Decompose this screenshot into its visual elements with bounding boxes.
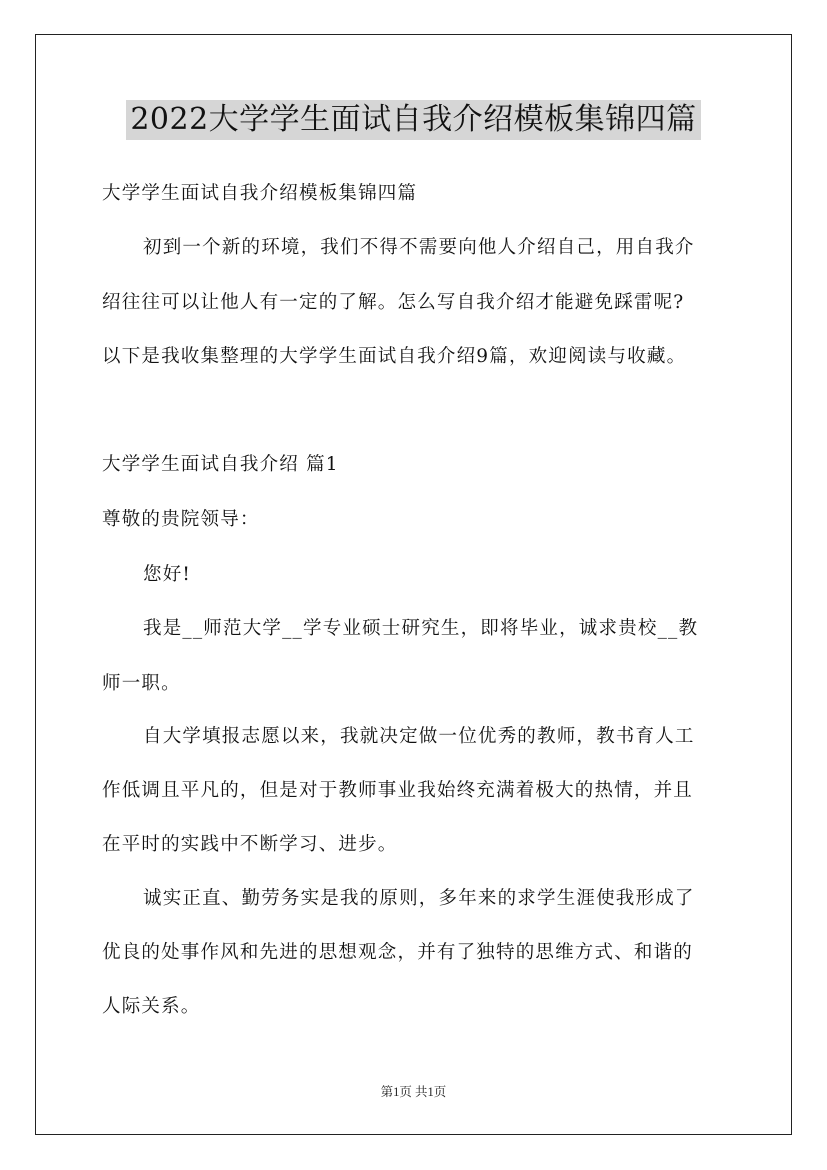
paragraph-2-line-1: 自大学填报志愿以来，我就决定做一位优秀的教师，教书育人工	[143, 726, 695, 747]
document-subtitle: 大学学生面试自我介绍模板集锦四篇	[102, 183, 418, 204]
document-title: 2022大学学生面试自我介绍模板集锦四篇	[126, 100, 700, 140]
intro-line-2: 绍往往可以让他人有一定的了解。怎么写自我介绍才能避免踩雷呢?	[102, 292, 685, 313]
paragraph-1-line-2: 师一职。	[102, 673, 181, 694]
intro-line-3: 以下是我收集整理的大学学生面试自我介绍9篇，欢迎阅读与收藏。	[102, 346, 687, 367]
paragraph-3-line-1: 诚实正直、勤劳务实是我的原则，多年来的求学生涯使我形成了	[143, 888, 695, 909]
intro-line-1: 初到一个新的环境，我们不得不需要向他人介绍自己，用自我介	[143, 237, 695, 258]
paragraph-3-line-3: 人际关系。	[102, 996, 201, 1017]
page-number: 第1页 共1页	[380, 1085, 447, 1099]
paragraph-2-line-3: 在平时的实践中不断学习、进步。	[102, 834, 398, 855]
title-container	[0, 100, 827, 140]
paragraph-3-line-2: 优良的处事作风和先进的思想观念，并有了独特的思维方式、和谐的	[102, 942, 694, 963]
paragraph-1-line-1: 我是__师范大学__学专业硕士研究生，即将毕业，诚求贵校__教	[143, 618, 699, 639]
section-heading: 大学学生面试自我介绍 篇1	[102, 454, 339, 475]
greeting: 您好!	[143, 564, 192, 585]
salutation: 尊敬的贵院领导：	[102, 509, 260, 530]
paragraph-2-line-2: 作低调且平凡的，但是对于教师事业我始终充满着极大的热情，并且	[102, 780, 694, 801]
